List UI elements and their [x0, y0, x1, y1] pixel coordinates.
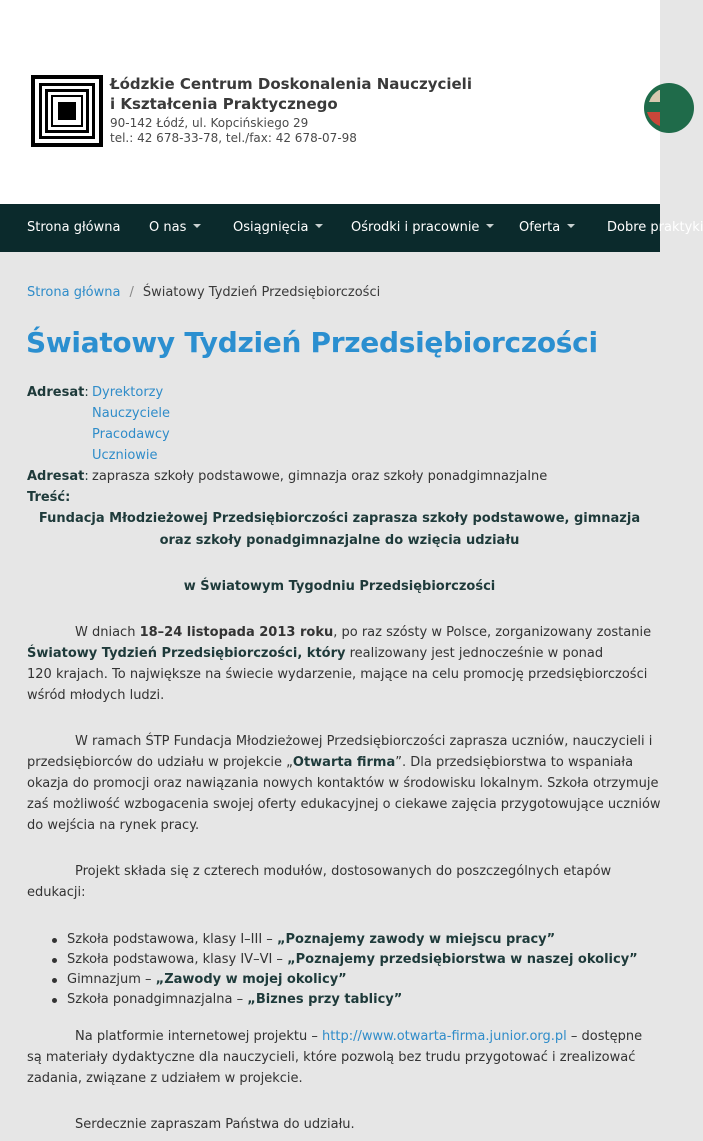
- p2-line3: okazja do promocji oraz nawiązania nowych kontaktów w środowisku lokalnym. Szkoła otrzymuje: [27, 776, 659, 791]
- module-title: „Poznajemy przedsiębiorstwa w naszej okolicy”: [287, 952, 638, 967]
- organization-name-line1: Łódzkie Centrum Doskonalenia Nauczycieli: [110, 75, 472, 93]
- nav-item-label: Oferta: [519, 220, 561, 235]
- nav-item-label: Ośrodki i pracownie: [351, 220, 480, 235]
- breadcrumb-home-link[interactable]: Strona główna: [27, 285, 121, 300]
- adresat2-text: zaprasza szkoły podstawowe, gimnazja oraz szkoły ponadgimnazjalne: [92, 469, 548, 484]
- breadcrumb-current: Światowy Tydzień Przedsiębiorczości: [142, 285, 381, 300]
- breadcrumb: [27, 284, 380, 302]
- list-item: [67, 990, 402, 1010]
- p1-l1a: W dniach: [75, 625, 140, 640]
- module-title: „Poznajemy zawody w miejscu pracy”: [276, 932, 556, 947]
- p1-line2: [27, 643, 603, 664]
- breadcrumb-separator: /: [129, 285, 134, 300]
- adresat2-label: [27, 466, 89, 487]
- project-url-link[interactable]: http://www.otwarta-firma.junior.org.pl: [322, 1029, 567, 1044]
- closing-text: Serdecznie zapraszam Państwa do udziału.: [75, 1117, 355, 1132]
- p4-l1c: – dostępne: [566, 1029, 643, 1044]
- organization-address: 90-142 Łódź, ul. Kopcińskiego 29: [110, 116, 309, 130]
- list-item: [67, 930, 555, 950]
- nav-item-osiagniecia[interactable]: [233, 204, 323, 252]
- module-title: „Zawody w mojej okolicy”: [155, 972, 347, 987]
- bullet-icon: [52, 938, 57, 943]
- bullet-icon: [52, 998, 57, 1003]
- nav-item-o-nas[interactable]: [149, 204, 201, 252]
- chevron-down-icon: [486, 224, 494, 228]
- intro-line3: w Światowym Tygodniu Przedsiębiorczości: [183, 579, 496, 594]
- p1-dates: 18–24 listopada 2013 roku: [139, 625, 334, 640]
- p2-line1: W ramach ŚTP Fundacja Młodzieżowej Przedsiębiorczości zaprasza uczniów, nauczycieli i: [75, 734, 653, 749]
- adresat2-label-text: Adresat: [27, 469, 85, 484]
- p3-line2: edukacji:: [27, 885, 86, 900]
- list-item: [67, 970, 347, 990]
- p4-line2: są materiały dydaktyczne dla nauczycieli, które pozwolą bez trudu przygotować i zrealizować: [27, 1050, 636, 1065]
- nav-item-home[interactable]: [27, 204, 120, 252]
- p3-line1: Projekt składa się z czterech modułów, dostosowanych do poszczególnych etapów: [75, 864, 612, 879]
- module-prefix: Szkoła ponadgimnazjalna –: [67, 992, 248, 1007]
- nav-item-osrodki[interactable]: [351, 204, 494, 252]
- recipient-link-nauczyciele[interactable]: Nauczyciele: [92, 406, 170, 421]
- p4-line3: zadania, związane z udziałem w projekcie.: [27, 1071, 303, 1086]
- adresat-colon: :: [84, 385, 89, 400]
- chevron-down-icon: [315, 224, 323, 228]
- p4-l1a: Na platformie internetowej projektu –: [75, 1029, 323, 1044]
- adresat-label: [27, 382, 89, 403]
- p1-line4: wśród młodych ludzi.: [27, 688, 165, 703]
- p1-l1c: , po raz szósty w Polsce, zorganizowany zostanie: [333, 625, 652, 640]
- partner-emblem-icon: [643, 82, 660, 134]
- p2-l2a: przedsiębiorców do udziału w projekcie „: [27, 755, 293, 770]
- adresat-label-text: Adresat: [27, 385, 85, 400]
- list-item: [67, 950, 638, 970]
- p1-l2b: realizowany jest jednocześnie w ponad: [345, 646, 604, 661]
- page-title: Światowy Tydzień Przedsiębiorczości: [26, 326, 598, 359]
- module-prefix: Gimnazjum –: [67, 972, 156, 987]
- p2-line5: do wejścia na rynek pracy.: [27, 818, 200, 833]
- p2-l2c: ”. Dla przedsiębiorstwa to wspaniała: [395, 755, 634, 770]
- organization-name-line2: i Kształcenia Praktycznego: [110, 95, 338, 113]
- p2-line2: [27, 752, 633, 773]
- p1-line3: 120 krajach. To największe na świecie wydarzenie, mające na celu promocję przedsiębiorczości: [27, 667, 648, 682]
- nav-item-dobre-praktyki[interactable]: [607, 204, 703, 252]
- intro-line2: oraz szkoły ponadgimnazjalne do wzięcia udziału: [159, 533, 520, 548]
- intro-line1: Fundacja Młodzieżowej Przedsiębiorczości zaprasza szkoły podstawowe, gimnazja: [38, 511, 641, 526]
- organization-name: [110, 74, 472, 114]
- bullet-icon: [52, 958, 57, 963]
- site-header: [0, 0, 660, 204]
- nav-item-label: O nas: [149, 220, 187, 235]
- chevron-down-icon: [193, 224, 201, 228]
- chevron-down-icon: [567, 224, 575, 228]
- p2-project-name: Otwarta firma: [292, 755, 396, 770]
- lcdnikp-logo[interactable]: [31, 75, 103, 147]
- module-prefix: Szkoła podstawowa, klasy I–III –: [67, 932, 277, 947]
- nav-item-label: Osiągnięcia: [233, 220, 309, 235]
- module-prefix: Szkoła podstawowa, klasy IV–VI –: [67, 952, 288, 967]
- p1-line1: [75, 622, 651, 643]
- recipient-link-uczniowie[interactable]: Uczniowie: [92, 448, 158, 463]
- tresc-label: Treść:: [27, 490, 71, 505]
- recipient-link-dyrektorzy[interactable]: Dyrektorzy: [92, 385, 164, 400]
- adresat2-colon: :: [84, 469, 89, 484]
- module-title: „Biznes przy tablicy”: [247, 992, 403, 1007]
- p1-event-name: Światowy Tydzień Przedsiębiorczości, który: [27, 646, 346, 661]
- nav-item-label: Dobre praktyki: [607, 220, 703, 235]
- bullet-icon: [52, 978, 57, 983]
- main-navigation: [0, 204, 703, 252]
- p4-line1: [75, 1026, 642, 1047]
- nav-item-label: Strona główna: [27, 220, 121, 235]
- nav-item-oferta[interactable]: [519, 204, 575, 252]
- organization-phones: tel.: 42 678-33-78, tel./fax: 42 678-07-98: [110, 131, 357, 145]
- recipient-link-pracodawcy[interactable]: Pracodawcy: [92, 427, 170, 442]
- p2-line4: zaś możliwość wzbogacenia swojej oferty edukacyjnej o ciekawe zajęcia przygotowujące uczniów: [27, 797, 661, 812]
